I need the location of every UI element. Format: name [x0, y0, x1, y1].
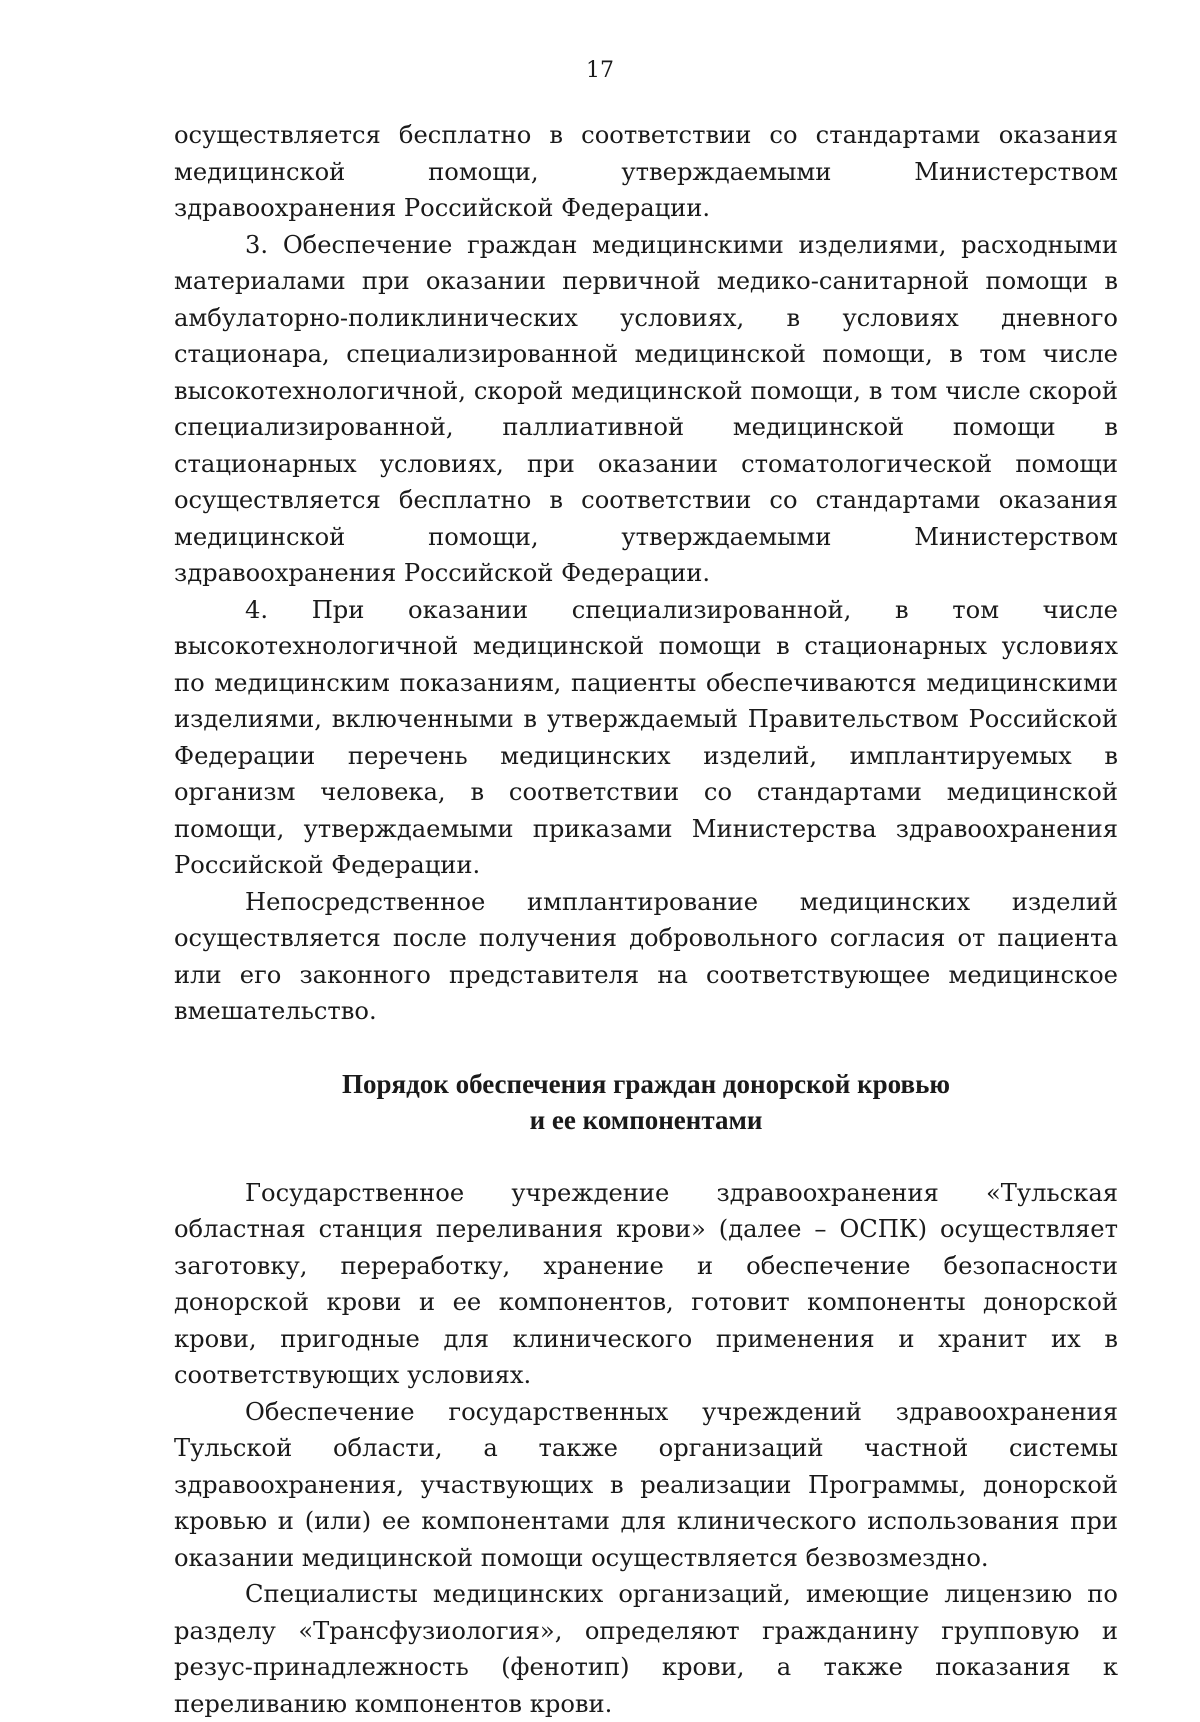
section-heading-line-1: Порядок обеспечения граждан донорской кровью: [341, 1068, 950, 1099]
paragraph-blood-supply: Обеспечение государственных учреждений здравоохранения Тульской области, а также организаций частной системы здравоохранения, участвующих в реализации Программы, донорской кровью и (или) ее компонентами для клинического использования при оказании медицинской помощи осуществляется безвозмездно.: [174, 1397, 1118, 1572]
section-heading: [174, 1066, 1118, 1138]
paragraph-implantation: Непосредственное имплантирование медицинских изделий осуществляется после получения добровольного согласия от пациента или его законного представителя на соответствующее медицинское вмешательство.: [174, 887, 1118, 1025]
paragraph-item-3: 3. Обеспечение граждан медицинскими изделиями, расходными материалами при оказании первичной медико-санитарной помощи в амбулаторно-поликлинических условиях, в условиях дневного стационара, специализированной медицинской помощи, в том числе высокотехнологичной, скорой медицинской помощи, в том числе скорой специализированной, паллиативной медицинской помощи в стационарных условиях, при оказании стоматологической помощи осуществляется бесплатно в соответствии со стандартами оказания медицинской помощи, утверждаемыми Министерством здравоохранения Российской Федерации.: [174, 230, 1118, 587]
paragraph-transfusiology: Специалисты медицинских организаций, имеющие лицензию по разделу «Трансфузиология», определяют гражданину групповую и резус-принадлежность (фенотип) крови, а также показания к переливанию компонентов крови.: [174, 1580, 1118, 1718]
paragraph-item-4: 4. При оказании специализированной, в том числе высокотехнологичной медицинской помощи в стационарных условиях по медицинским показаниям, пациенты обеспечиваются медицинскими изделиями, включенными в утверждаемый Правительством Российской Федерации перечень медицинских изделий, имплантируемых в организм человека, в соответствии со стандартами медицинской помощи, утверждаемыми приказами Министерства здравоохранения Российской Федерации.: [174, 595, 1118, 879]
paragraph-continuation: осуществляется бесплатно в соответствии со стандартами оказания медицинской помощи, утверждаемыми Министерством здравоохранения Российской Федерации.: [174, 121, 1118, 222]
document-body: [174, 117, 1118, 1722]
page-number: 17: [586, 58, 614, 83]
paragraph-blood-station: Государственное учреждение здравоохранения «Тульская областная станция переливания крови» (далее – ОСПК) осуществляет заготовку, переработку, хранение и обеспечение безопасности донорской крови и ее компонентов, готовит компоненты донорской крови, пригодные для клинического применения и хранит их в соответствующих условиях.: [174, 1178, 1118, 1389]
section-heading-line-2: и ее компонентами: [529, 1104, 763, 1135]
